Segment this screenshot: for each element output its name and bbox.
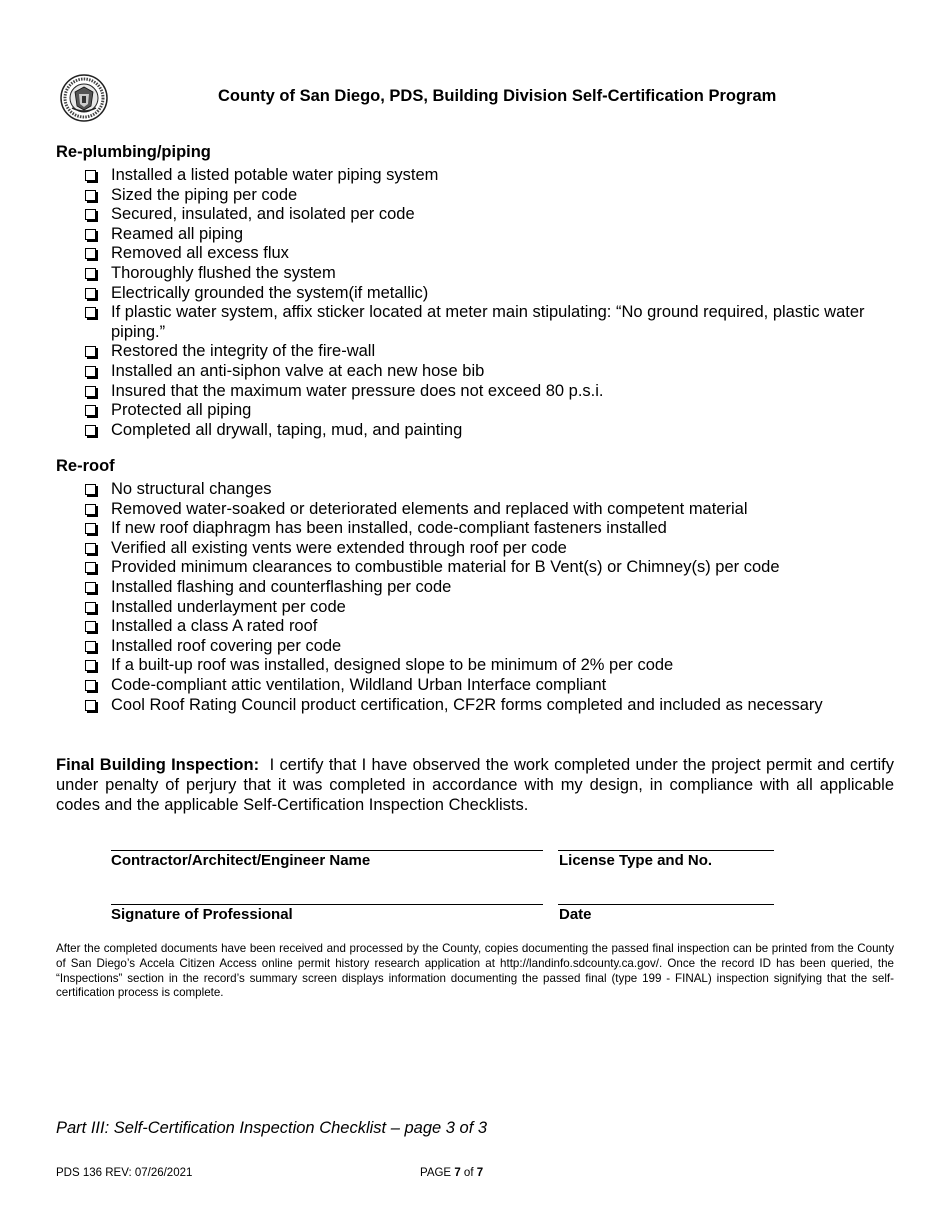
checkbox-icon[interactable] (85, 700, 96, 711)
checklist-item (85, 401, 896, 421)
checklist-item-text: If plastic water system, affix sticker located at meter main stipulating: “No ground required, plastic water piping.” (111, 303, 865, 341)
certification-statement (56, 756, 894, 815)
signature-line[interactable] (111, 904, 543, 905)
checklist (56, 480, 896, 715)
checklist-item-text: Protected all piping (111, 401, 252, 420)
checklist-item (85, 500, 896, 520)
checklist-item-text: Installed a listed potable water piping system (111, 166, 439, 184)
checklist-item-text: Cool Roof Rating Council product certification, CF2R forms completed and included as necessary (111, 695, 823, 714)
checklist-item-text: Completed all drywall, taping, mud, and painting (111, 420, 463, 439)
checklist-item-text: Provided minimum clearances to combustible material for B Vent(s) or Chimney(s) per code (111, 558, 780, 577)
county-seal-logo (60, 74, 108, 122)
checkbox-icon[interactable] (85, 484, 96, 495)
checklist-item (85, 578, 896, 598)
checklist-item (85, 382, 896, 402)
checkbox-icon[interactable] (85, 170, 96, 181)
checklist-item-text: Installed a class A rated roof (111, 617, 318, 636)
checklist-item-text: Insured that the maximum water pressure does not exceed 80 p.s.i. (111, 381, 604, 400)
checkbox-icon[interactable] (85, 582, 96, 593)
section-heading: Re-roof (56, 457, 115, 475)
checklist-item-text: If a built-up roof was installed, designed slope to be minimum of 2% per code (111, 656, 674, 675)
name-label: Contractor/Architect/Engineer Name (111, 852, 371, 869)
checklist-item (85, 558, 896, 578)
checkbox-icon[interactable] (85, 641, 96, 652)
checkbox-icon[interactable] (85, 190, 96, 201)
checkbox-icon[interactable] (85, 621, 96, 632)
checklist-item (85, 205, 896, 225)
checklist-item-text: Installed flashing and counterflashing per code (111, 577, 452, 596)
checklist-item-text: Electrically grounded the system(if metallic) (111, 283, 429, 302)
date-line[interactable] (558, 904, 774, 905)
checklist-item (85, 519, 896, 539)
page-of: of (463, 1167, 474, 1179)
checklist-item (85, 303, 896, 342)
checkbox-icon[interactable] (85, 660, 96, 671)
checklist-item-text: Code-compliant attic ventilation, Wildland Urban Interface compliant (111, 675, 607, 694)
checklist-item (85, 362, 896, 382)
checklist-item (85, 480, 896, 500)
page-prefix: PAGE (420, 1167, 452, 1179)
checklist-item-text: If new roof diaphragm has been installed, code-compliant fasteners installed (111, 519, 667, 538)
license-label: License Type and No. (559, 852, 713, 869)
checklist-item (85, 421, 896, 441)
checklist-item (85, 244, 896, 264)
part-title: Part III: Self-Certification Inspection Checklist – page 3 of 3 (56, 1119, 488, 1137)
checkbox-icon[interactable] (85, 504, 96, 515)
checklist-item (85, 617, 896, 637)
checkbox-icon[interactable] (85, 425, 96, 436)
checklist-item-text: Restored the integrity of the fire-wall (111, 342, 376, 361)
checkbox-icon[interactable] (85, 248, 96, 259)
certification-label: Final Building Inspection: (56, 756, 260, 774)
checklist-item-text: Installed underlayment per code (111, 597, 346, 616)
checkbox-icon[interactable] (85, 307, 96, 318)
checkbox-icon[interactable] (85, 229, 96, 240)
checklist-item-text: Installed an anti-siphon valve at each new hose bib (111, 361, 485, 380)
checklist-item (85, 676, 896, 696)
checklist-item-text: Verified all existing vents were extended through roof per code (111, 538, 567, 557)
page-title: County of San Diego, PDS, Building Division Self-Certification Program (218, 87, 777, 105)
checklist-item-text: Sized the piping per code (111, 185, 298, 204)
checkbox-icon[interactable] (85, 346, 96, 357)
signature-label: Signature of Professional (111, 906, 293, 923)
checklist-item (85, 166, 896, 186)
section-re-plumbing (56, 143, 896, 440)
checklist-item (85, 598, 896, 618)
checkbox-icon[interactable] (85, 602, 96, 613)
checklist-item (85, 284, 896, 304)
checklist-item-text: No structural changes (111, 480, 272, 498)
checklist-item-text: Installed roof covering per code (111, 636, 342, 655)
checkbox-icon[interactable] (85, 523, 96, 534)
page-current: 7 (454, 1167, 461, 1179)
checklist-item-text: Removed all excess flux (111, 244, 289, 263)
checklist-item-text: Reamed all piping (111, 224, 244, 243)
checkbox-icon[interactable] (85, 680, 96, 691)
checklist-item (85, 225, 896, 245)
license-signature-line[interactable] (558, 850, 774, 851)
checklist-item-text: Secured, insulated, and isolated per code (111, 205, 415, 224)
name-signature-line[interactable] (111, 850, 543, 851)
checklist-item (85, 637, 896, 657)
notice-paragraph: After the completed documents have been received and processed by the County, copies documenting the passed final inspection can be printed from the County of San Diego’s Accela Citizen Access online permit history research application at http://landinfo.sdcounty.ca.gov/. Once the record ID has been queried, the “Inspections” section in the record’s summary screen displays information documenting the passed final (type 199 - FINAL) inspection signifying that the self-certification process is complete. (56, 942, 894, 1000)
checkbox-icon[interactable] (85, 288, 96, 299)
checkbox-icon[interactable] (85, 209, 96, 220)
checklist-item (85, 539, 896, 559)
checkbox-icon[interactable] (85, 268, 96, 279)
certification-text: I certify that I have observed the work completed under the project permit and certify under penalty of perjury that it was completed in accordance with my design, in compliance with all applicable codes and the applicable Self-Certification Inspection Checklists. (56, 756, 894, 814)
checkbox-icon[interactable] (85, 386, 96, 397)
checklist (56, 166, 896, 440)
checkbox-icon[interactable] (85, 366, 96, 377)
checklist-item (85, 696, 896, 716)
section-heading: Re-plumbing/piping (56, 143, 211, 161)
page-total: 7 (476, 1167, 484, 1179)
date-label: Date (559, 906, 592, 923)
checklist-item (85, 186, 896, 206)
form-id: PDS 136 REV: 07/26/2021 (56, 1167, 193, 1179)
checklist-item-text: Removed water-soaked or deteriorated elements and replaced with competent material (111, 499, 748, 518)
section-re-roof (56, 457, 896, 715)
checklist-item-text: Thoroughly flushed the system (111, 263, 336, 282)
checklist-item (85, 656, 896, 676)
checkbox-icon[interactable] (85, 405, 96, 416)
page-number (420, 1167, 483, 1179)
checklist-item (85, 264, 896, 284)
checkbox-icon[interactable] (85, 543, 96, 554)
checkbox-icon[interactable] (85, 562, 96, 573)
checklist-item (85, 342, 896, 362)
